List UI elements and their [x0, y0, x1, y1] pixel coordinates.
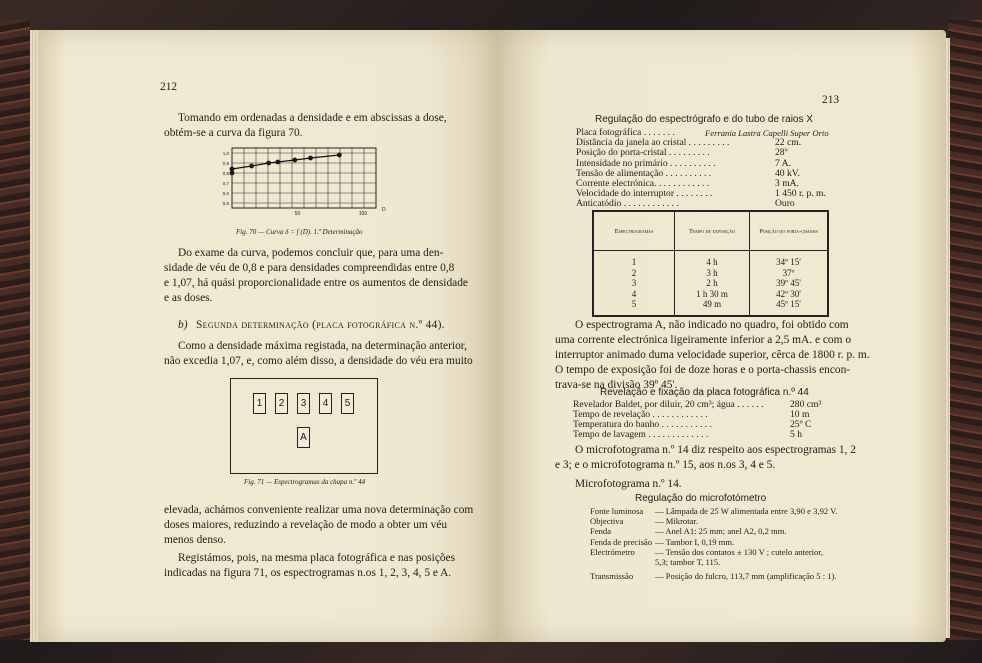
development-value: 5 h — [790, 429, 802, 440]
left-para4-line1: elevada, achámos conveniente realizar uma nova determinação com — [164, 504, 474, 516]
chart-y-tick-label: 0,8 — [222, 171, 229, 176]
chart-y-tick-label: 1,0 — [222, 151, 229, 156]
table-row — [593, 278, 828, 289]
micro-label: Electrómetro — [590, 546, 635, 557]
micro-label: Fenda — [590, 526, 612, 537]
left-para2-line2: sidade de véu de 0,8 e para densidades compreendidas entre 0,8 — [164, 262, 455, 274]
setting-label: Corrente electrónica. . . . . . . . . . . . — [576, 178, 710, 189]
right-para2-line2: e 3; e o microfotograma n.º 15, aos n.os 3, 4 e 5. — [555, 459, 776, 471]
table-cell: 1 — [593, 251, 675, 268]
table-cell: 42º 30' — [776, 288, 801, 299]
chart-data-point — [337, 153, 342, 158]
microphotometer-heading: Regulação do microfotómetro — [635, 493, 767, 504]
chart-series-line — [232, 155, 339, 169]
setting-label: Velocidade do interruptor . . . . . . . . — [576, 188, 713, 200]
fig71-spectrogram-1: 1 — [253, 393, 266, 414]
table-cell: 45º 15' — [776, 299, 801, 310]
section-b-label: b) — [178, 319, 188, 331]
micro-value: — Mikrotar. — [655, 516, 698, 527]
micro-value: — Tensão dos contatos ± 130 V ; cutelo anterior, — [655, 546, 823, 557]
left-page-number: 212 — [160, 81, 178, 93]
micro-label: Objectiva — [590, 516, 624, 527]
micro-value: 5,3; tambor T, 115. — [655, 557, 721, 567]
section-b-title: Segunda determinação (placa fotográfica n.º 44). — [196, 319, 445, 331]
setting-label: Distância da janela ao cristal . . . . . . . . . — [576, 137, 730, 149]
microfotograma-title: Microfotograma n.º 14. — [575, 478, 682, 490]
right-para1-line2: uma corrente electrónica ligeiramente inferior a 2,5 mA. e com o — [555, 334, 852, 346]
setting-value: Ouro — [775, 198, 795, 210]
setting-value: 28º — [775, 147, 788, 159]
chart-data-point — [292, 158, 297, 163]
development-heading: Revelação e fixação da placa fotográfica n.º 44 — [600, 387, 809, 398]
exposure-table — [592, 210, 829, 317]
micro-label: Fonte luminosa — [590, 506, 644, 516]
micro-value: — Posição do fulcro, 113,7 mm (amplificação 5 : 1). — [655, 571, 837, 582]
chart-y-tick-label: 0,9 — [222, 161, 229, 166]
chart-data-point — [249, 164, 254, 169]
cover-marbled-left — [0, 20, 30, 640]
col-header-spectrograms: Espectrogramas — [593, 211, 675, 251]
table-row — [593, 251, 828, 268]
table-cell: 3 h — [675, 268, 750, 279]
right-para2-line1: O microfotograma n.º 14 diz respeito aos espectrogramas 1, 2 — [575, 444, 856, 456]
left-para4-line3: menos denso. — [164, 534, 227, 546]
spectrograph-heading: Regulação do espectrógrafo e do tubo de raios X — [595, 114, 813, 125]
right-para1-line3: interruptor animado duma velocidade superior, cêrca de 1800 r. p. m. — [555, 349, 870, 361]
table-cell: 37º — [782, 267, 795, 278]
setting-label: Intensidade no primário . . . . . . . . . . — [576, 157, 716, 169]
micro-value: — Anel A1: 25 mm; anel A2, 0,2 mm. — [655, 526, 787, 537]
table-row — [593, 289, 828, 300]
chart-data-point — [275, 160, 280, 165]
left-para5-line2: indicadas na figura 71, os espectrogramas n.os 1, 2, 3, 4, 5 e A. — [164, 567, 452, 579]
setting-label: Posição do porta-cristal . . . . . . . . . — [576, 147, 710, 159]
setting-label: Tensão de alimentação . . . . . . . . . . — [576, 167, 712, 179]
right-para1-line1: O espectrograma A, não indicado no quadro, foi obtido com — [575, 319, 849, 331]
fig71-spectrogram-3: 3 — [297, 393, 310, 414]
development-value: 25º C — [790, 419, 812, 430]
setting-label: Anticatódio . . . . . . . . . . . . — [576, 198, 679, 210]
fig70-caption: Fig. 70 — Curva δ = f (D). 1.ª Determinação — [236, 228, 363, 236]
cover-marbled-right — [948, 20, 982, 640]
chart-y-tick-label: 0,6 — [222, 191, 229, 196]
fig71-caption: Fig. 71 — Espectrogramas da chapa n.º 44 — [244, 478, 366, 486]
chart-data-point — [230, 167, 235, 172]
setting-value: 7 A. — [775, 157, 791, 169]
left-para3-line2: não excedia 1,07, e, como além disso, a densidade do véu era muito — [164, 355, 473, 367]
development-label: Tempo de lavagem . . . . . . . . . . . . . — [573, 429, 709, 440]
table-cell: 39º 45' — [776, 278, 801, 289]
fig71-spectrogram-4: 4 — [319, 393, 332, 414]
table-cell: 4 h — [675, 251, 750, 268]
right-para1-line5: trava-se na divisão 39º 45'. — [555, 379, 678, 391]
chart-data-point — [308, 156, 313, 161]
left-para2-line4: e as doses. — [164, 292, 213, 304]
chart-x-tick-label: 50 — [294, 211, 301, 217]
table-cell: 1 h 30 m — [675, 289, 750, 300]
left-para3-line1: Como a densidade máxima registada, na determinação anterior, — [178, 340, 467, 352]
chart-x-tick-label: 100 — [358, 211, 368, 217]
setting-value: 1 450 r. p. m. — [775, 188, 826, 200]
fig71-spectrogram-a: A — [297, 427, 310, 448]
table-cell: 49 m — [675, 299, 750, 316]
development-label: Revelador Baldet, por diluir, 20 cm³; água . . . . . . — [573, 399, 764, 410]
left-para1-line1: Tomando em ordenadas a densidade e em abscissas a dose, — [178, 112, 447, 124]
left-para1-line2: obtém-se a curva da figura 70. — [164, 127, 303, 139]
right-para1-line4: O tempo de exposição foi de doze horas e o porta-chassis encon- — [555, 364, 851, 376]
left-para5-line1: Registámos, pois, na mesma placa fotográfica e nas posições — [178, 552, 456, 564]
density-curve-chart — [216, 142, 386, 226]
setting-value: 3 mA. — [775, 178, 799, 189]
col-header-chassis-position: Posição do porta-chassis — [750, 211, 829, 251]
chart-data-point — [266, 161, 271, 166]
table-cell: 3 — [593, 278, 675, 289]
micro-label: Fenda de precisão — [590, 536, 653, 547]
fig71-spectrogram-5: 5 — [341, 393, 354, 414]
setting-label: Placa fotográfica . . . . . . . — [576, 127, 675, 138]
left-para4-line2: doses maiores, reduzindo a revelação de modo a obter um véu — [164, 519, 448, 531]
col-header-exposure-time: Tempo de exposição — [675, 211, 750, 251]
right-page-number: 213 — [822, 94, 840, 106]
development-value: 280 cm³ — [790, 399, 822, 410]
setting-value: Ferrania Lastra Capelli Super Orto — [705, 128, 829, 138]
micro-label: Transmissão — [590, 571, 634, 582]
table-cell: 34º 15' — [776, 257, 801, 267]
table-cell: 2 h — [675, 278, 750, 289]
left-para2-line3: e 1,07, há quási proporcionalidade entre os aumentos de densidade — [164, 277, 468, 289]
left-para2-line1: Do exame da curva, podemos concluir que, para uma den- — [178, 247, 444, 259]
table-row — [593, 268, 828, 279]
chart-y-tick-label: 0,7 — [222, 181, 229, 186]
table-cell: 2 — [593, 268, 675, 279]
table-row — [593, 299, 828, 316]
setting-value: 40 kV. — [775, 167, 800, 179]
micro-value: — Lâmpada de 25 W alimentada entre 3,90 e 3,92 V. — [655, 506, 838, 516]
chart-y-tick-label: 0,5 — [222, 201, 229, 206]
exposure-table-body — [593, 251, 828, 316]
setting-value: 22 cm. — [775, 137, 802, 149]
chart-x-axis-label: D — [382, 207, 386, 213]
table-cell: 4 — [593, 289, 675, 300]
development-label: Tempo de revelação . . . . . . . . . . . . — [573, 409, 708, 420]
development-value: 10 m — [790, 409, 810, 420]
table-cell: 5 — [593, 299, 675, 316]
micro-value: — Tambor I, 0,19 mm. — [655, 536, 735, 547]
fig71-spectrogram-2: 2 — [275, 393, 288, 414]
development-label: Temperatura do banho . . . . . . . . . . . — [573, 419, 712, 430]
